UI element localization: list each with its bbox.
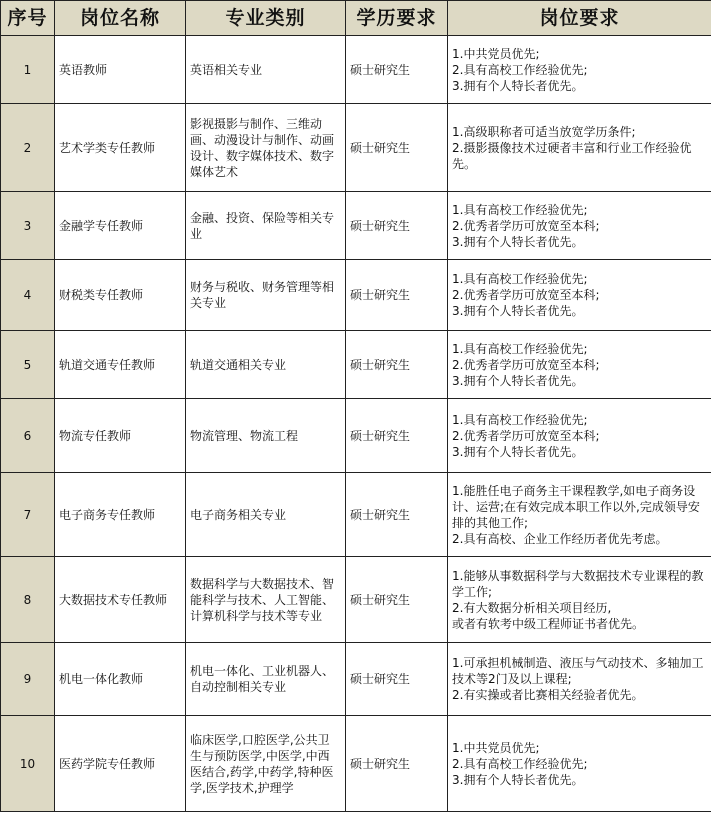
requirement-line: 3.拥有个人特长者优先。	[452, 373, 584, 388]
header-edu: 学历要求	[346, 1, 448, 36]
header-no: 序号	[1, 1, 55, 36]
row-number: 6	[1, 399, 55, 473]
job-title: 大数据技术专任教师	[55, 557, 186, 643]
row-number: 10	[1, 716, 55, 812]
job-title: 艺术学类专任教师	[55, 104, 186, 192]
job-title: 机电一体化教师	[55, 643, 186, 716]
requirement-line: 2.摄影摄像技术过硬者丰富和行业工作经验优先。	[452, 140, 692, 171]
education-requirement: 硕士研究生	[346, 716, 448, 812]
job-requirements	[448, 399, 711, 473]
header-major: 专业类别	[186, 1, 346, 36]
table-row	[1, 399, 711, 473]
major-category: 金融、投资、保险等相关专业	[186, 192, 346, 260]
table-row	[1, 716, 711, 812]
major-category: 电子商务相关专业	[186, 473, 346, 557]
table-row	[1, 36, 711, 104]
table-row	[1, 104, 711, 192]
education-requirement: 硕士研究生	[346, 192, 448, 260]
row-number: 9	[1, 643, 55, 716]
row-number: 8	[1, 557, 55, 643]
requirement-line: 2.优秀者学历可放宽至本科;	[452, 357, 600, 372]
requirement-line: 2.优秀者学历可放宽至本科;	[452, 218, 600, 233]
table-row	[1, 557, 711, 643]
row-number: 2	[1, 104, 55, 192]
job-requirements	[448, 104, 711, 192]
requirement-line: 2.具有高校工作经验优先;	[452, 62, 588, 77]
requirement-line: 1.中共党员优先;	[452, 46, 540, 61]
requirement-line: 2.优秀者学历可放宽至本科;	[452, 288, 600, 302]
requirement-line: 1.具有高校工作经验优先;	[452, 202, 588, 217]
job-title: 物流专任教师	[55, 399, 186, 473]
education-requirement: 硕士研究生	[346, 399, 448, 473]
education-requirement: 硕士研究生	[346, 557, 448, 643]
job-requirements	[448, 192, 711, 260]
row-number: 7	[1, 473, 55, 557]
table-row	[1, 643, 711, 716]
row-number: 4	[1, 260, 55, 331]
education-requirement: 硕士研究生	[346, 36, 448, 104]
requirement-line: 1.中共党员优先;	[452, 740, 540, 755]
job-title: 英语教师	[55, 36, 186, 104]
requirement-line: 1.能够从事数据科学与大数据技术专业课程的教学工作;	[452, 568, 704, 599]
header-req: 岗位要求	[448, 1, 711, 36]
requirement-line: 1.具有高校工作经验优先;	[452, 272, 588, 286]
major-category: 英语相关专业	[186, 36, 346, 104]
row-number: 3	[1, 192, 55, 260]
job-requirements	[448, 557, 711, 643]
requirement-line: 1.可承担机械制造、液压与气动技术、多轴加工技术等2门及以上课程;	[452, 656, 704, 686]
requirement-line: 3.拥有个人特长者优先。	[452, 78, 584, 93]
requirement-line: 2.具有高校工作经验优先;	[452, 756, 588, 771]
education-requirement: 硕士研究生	[346, 473, 448, 557]
job-title: 金融学专任教师	[55, 192, 186, 260]
job-title: 轨道交通专任教师	[55, 331, 186, 399]
major-category: 轨道交通相关专业	[186, 331, 346, 399]
requirement-line: 3.拥有个人特长者优先。	[452, 234, 584, 249]
table-row	[1, 473, 711, 557]
education-requirement: 硕士研究生	[346, 643, 448, 716]
requirement-line: 2.有实操或者比赛相关经验者优先。	[452, 688, 644, 702]
major-category: 物流管理、物流工程	[186, 399, 346, 473]
requirement-line: 3.拥有个人特长者优先。	[452, 304, 584, 318]
table-row	[1, 331, 711, 399]
requirement-line: 3.拥有个人特长者优先。	[452, 772, 584, 787]
education-requirement: 硕士研究生	[346, 104, 448, 192]
requirement-line: 2.优秀者学历可放宽至本科;	[452, 428, 600, 443]
job-title: 医药学院专任教师	[55, 716, 186, 812]
major-category: 数据科学与大数据技术、智能科学与技术、人工智能、计算机科学与技术等专业	[186, 557, 346, 643]
requirement-line: 1.能胜任电子商务主干课程教学,如电子商务设计、运营;在有效完成本职工作以外,完成领导安排的其他工作;	[452, 483, 700, 530]
table-row	[1, 260, 711, 331]
requirement-line: 1.具有高校工作经验优先;	[452, 341, 588, 356]
requirement-line: 3.拥有个人特长者优先。	[452, 444, 584, 459]
table-row	[1, 192, 711, 260]
requirement-line: 2.有大数据分析相关项目经历,	[452, 600, 612, 615]
requirement-line: 1.具有高校工作经验优先;	[452, 412, 588, 427]
job-title: 财税类专任教师	[55, 260, 186, 331]
job-requirements	[448, 473, 711, 557]
major-category: 影视摄影与制作、三维动画、动漫设计与制作、动画设计、数字媒体技术、数字媒体艺术	[186, 104, 346, 192]
major-category: 机电一体化、工业机器人、自动控制相关专业	[186, 643, 346, 716]
major-category: 财务与税收、财务管理等相关专业	[186, 260, 346, 331]
requirement-line: 或者有软考中级工程师证书者优先。	[452, 616, 645, 631]
job-title: 电子商务专任教师	[55, 473, 186, 557]
major-category: 临床医学,口腔医学,公共卫生与预防医学,中医学,中西医结合,药学,中药学,特种医学,医学技术,护理学	[186, 716, 346, 812]
job-requirements	[448, 331, 711, 399]
requirement-line: 2.具有高校、企业工作经历者优先考虑。	[452, 531, 668, 546]
education-requirement: 硕士研究生	[346, 260, 448, 331]
header-row	[1, 1, 711, 36]
job-requirements	[448, 643, 711, 716]
job-requirements	[448, 260, 711, 331]
education-requirement: 硕士研究生	[346, 331, 448, 399]
header-title: 岗位名称	[55, 1, 186, 36]
row-number: 5	[1, 331, 55, 399]
requirement-line: 1.高级职称者可适当放宽学历条件;	[452, 124, 636, 139]
job-requirements	[448, 716, 711, 812]
row-number: 1	[1, 36, 55, 104]
job-requirements	[448, 36, 711, 104]
